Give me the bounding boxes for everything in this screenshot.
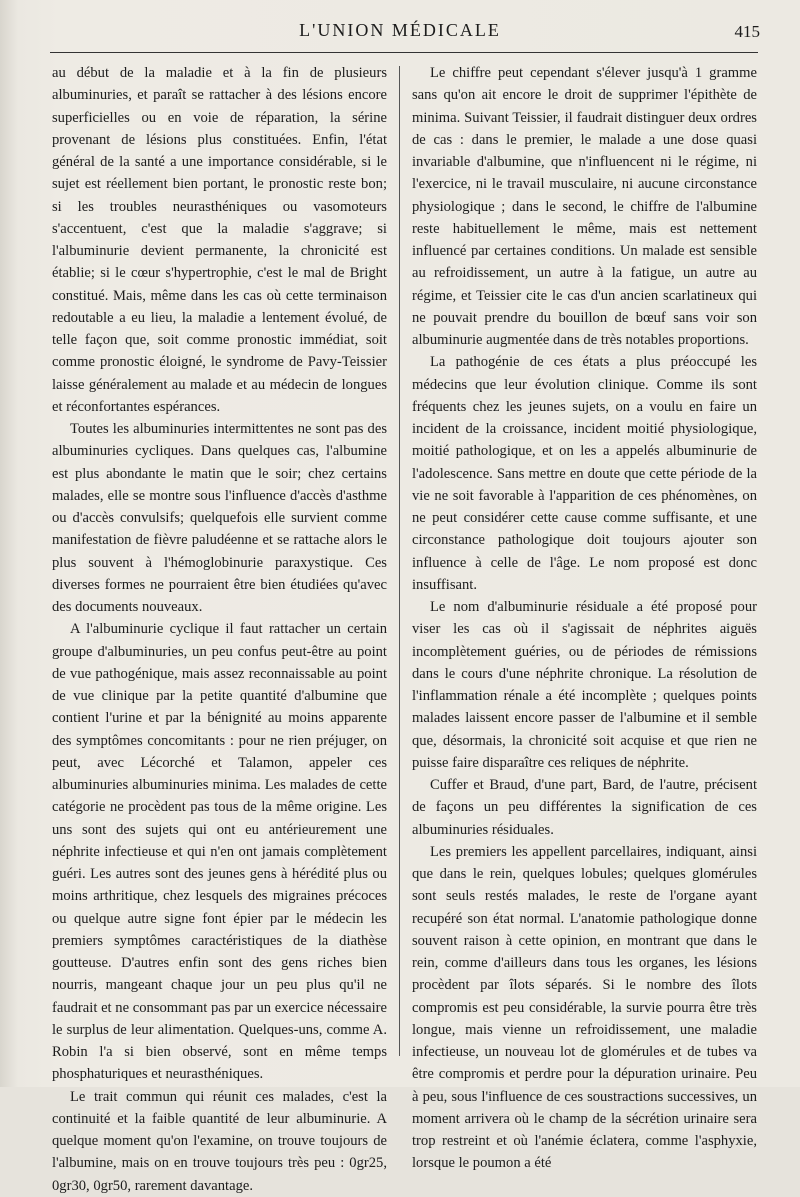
left-column	[52, 62, 387, 1197]
right-column	[412, 62, 757, 1175]
page-number: 415	[734, 22, 760, 41]
left-paragraph-3: A l'albuminurie cyclique il faut rattacher un certain groupe d'albuminuries, un peu confus peut-être au point de vue pathogénique, mais assez reconnaissable au point de vue clinique par la petite quantité d'albumine que contient l'urine et par la bénignité au moins apparente des symptômes concomitants : pour ne rien préjuger, on peut, avec Lécorché et Talamon, appeler ces albuminuries albuminuries minima. Les malades de cette catégorie ne procèdent pas tous de la même origine. Les uns sont des sujets qui ont eu antérieurement une néphrite infectieuse et qui n'en ont jamais complètement guéri. Les autres sont des jeunes gens à hérédité plus ou moins arthritique, chez lesquels des migraines précoces ou quelque autre signe font épier par le médecin les premiers symptômes caractéristiques de la diathèse goutteuse. D'autres enfin sont des gens riches bien nourris, mangeant chaque jour un peu plus qu'il ne faudrait et ne consommant pas par un exercice nécessaire le surplus de leur alimentation. Quelques-uns, comme A. Robin l'a si bien observé, sont en même temps phosphaturiques et neurasthéniques.	[52, 621, 387, 1083]
page-header	[40, 14, 760, 54]
right-paragraph-2: La pathogénie de ces états a plus préoccupé les médecins que leur évolution clinique. Comme ils sont fréquents chez les jeunes sujets, on a voulu en faire un incident de la croissance, incident moitié physiologique, moitié pathologique, et on les a appelés albuminurie de l'adolescence. Sans mettre en doute que cette période de la vie ne soit favorable à l'apparition de ces phénomènes, on ne peut considérer cette cause comme suffisante, et une circonstance pathologique doit toujours ajouter son influence à celle de l'âge. Le nom proposé est donc insuffisant.	[412, 354, 757, 593]
right-paragraph-1: Le chiffre peut cependant s'élever jusqu'à 1 gramme sans qu'on ait encore le droit de supprimer l'épithète de minima. Suivant Teissier, il faudrait distinguer deux ordres de cas : dans le premier, le malade a une dose quasi invariable d'albumine, que n'influencent ni le régime, ni l'exercice, ni le travail musculaire, ni aucune circonstance physiologique ; dans le second, le chiffre de l'albumine reste habituellement le même, mais est nettement influencé par certaines conditions. Un malade est sensible au refroidissement, un autre à la fatigue, un autre au régime, et Teissier cite le cas d'un ancien scarlatineux qui ne pouvait prendre du bouillon de bœuf sans voir son albuminurie augmentée dans de très notables proportions.	[412, 65, 757, 348]
running-title: L'UNION MÉDICALE	[299, 20, 501, 40]
left-paragraph-1: au début de la maladie et à la fin de plusieurs albuminuries, et paraît se rattacher à des lésions encore superficielles ou en voie de réparation, la sérine provenant de lésions plus constituées. Enfin, l'état général de la santé a une importance considérable, si le sujet est réellement bien portant, le pronostic reste bon; si les troubles neurasthéniques ou vasomoteurs s'accentuent, c'est que la maladie s'aggrave; si l'albuminurie devient permanente, la chronicité est établie; si le cœur s'hypertrophie, c'est le mal de Bright constitué. Mais, même dans les cas où cette terminaison redoutable a eu lieu, la maladie a lentement évolué, de telle façon que, soit comme pronostic immédiat, soit comme pronostic éloigné, le syndrome de Pavy-Teissier laisse généralement au malade et au médecin de longues et réconfortantes espérances.	[52, 65, 387, 415]
header-rule	[50, 52, 758, 53]
left-paragraph-4: Le trait commun qui réunit ces malades, c'est la continuité et la faible quantité de leur albuminurie. A quelque moment qu'on l'examine, on trouve toujours de l'albumine, mais on en trouve toujours très peu : 0gr25, 0gr30, 0gr50, rarement davantage.	[52, 1088, 387, 1194]
right-paragraph-5: Les premiers les appellent parcellaires, indiquant, ainsi que dans le rein, quelques lobules; quelques glomérules sont seuls restés malades, le reste de l'organe ayant recupéré son état normal. L'anatomie pathologique donne souvent raison à cette opinion, en montrant que dans le rein, comme d'ailleurs dans tous les organes, les lésions procèdent par îlots séparés. Si le nombre des îlots compromis est peu considérable, la survie pourra être très longue, mais vienne un refroidissement, une maladie infectieuse, un nouveau lot de glomérules et de tubes va être compromis et perdre pour la dépuration urinaire. Peu à peu, sous l'influence de ces soustractions successives, un moment arrivera où le champ de la sécrétion urinaire sera trop restreint et où l'anémie éclatera, comme l'asphyxie, lorsque le poumon a été	[412, 843, 757, 1172]
left-paragraph-2: Toutes les albuminuries intermittentes ne sont pas des albuminuries cycliques. Dans quelques cas, l'albumine est plus abondante le matin que le soir; chez certains malades, elle se montre sous l'influence d'accès d'asthme ou d'accès convulsifs; quelquefois elle survient comme manifestation de fièvre paludéenne et se rattache alors le plus souvent à l'hémoglobinurie paraxystique. Ces diverses formes ne pourraient être bien étudiées qu'avec des documents nouveaux.	[52, 421, 387, 615]
right-paragraph-4: Cuffer et Braud, d'une part, Bard, de l'autre, précisent de façons un peu différentes la signification de ces albuminuries résiduales.	[412, 777, 757, 838]
right-paragraph-3: Le nom d'albuminurie résiduale a été proposé pour viser les cas où il s'agissait de néphrites aiguës incomplètement guéries, ou de périodes de rémissions dans le cours d'une néphrite chronique. La résolution de l'inflammation rénale a été incomplète ; quelques points malades laissent encore passer de l'albumine et il semble que, désormais, la chronicité soit acquise et que rien ne puisse faire disparaître ces reliques de néphrite.	[412, 599, 757, 771]
column-divider	[399, 66, 400, 1056]
